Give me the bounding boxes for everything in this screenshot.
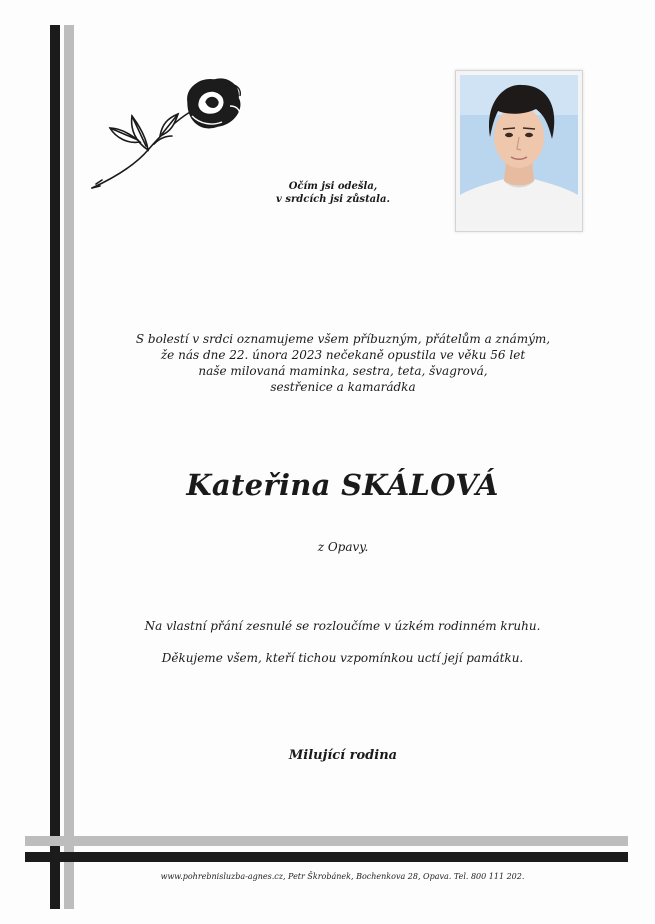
memorial-quote: [258, 180, 408, 206]
family-signature: Milující rodina: [288, 748, 398, 763]
funeral-service-footer: www.pohrebnisluzba-agnes.cz, Petr Škrobánek, Bochenkova 28, Opava. Tel. 800 111 202.: [160, 872, 525, 881]
rose-icon: [88, 72, 248, 194]
farewell-text: Na vlastní přání zesnulé se rozloučíme v úzkém rodinném kruhu.: [144, 619, 541, 633]
frame-horizontal-black-bar: [25, 852, 628, 862]
frame-horizontal-grey-bar: [25, 836, 628, 846]
announcement-line-3: naše milovaná maminka, sestra, teta, švagrová,: [198, 364, 488, 378]
deceased-origin: z Opavy.: [317, 540, 369, 554]
announcement-line-2: že nás dne 22. února 2023 nečekaně opustila ve věku 56 let: [160, 348, 526, 362]
announcement-line-4: sestřenice a kamarádka: [270, 380, 416, 394]
portrait-image: [460, 75, 578, 227]
portrait-photo: [455, 70, 583, 232]
frame-vertical-grey-bar: [64, 25, 74, 909]
quote-line-2: v srdcích jsi zůstala.: [276, 194, 390, 205]
death-announcement-text: [95, 331, 591, 395]
quote-line-1: Očím jsi odešla,: [288, 181, 378, 192]
announcement-line-1: S bolestí v srdci oznamujeme všem příbuzným, přátelům a známým,: [135, 332, 551, 346]
thanks-text: Děkujeme všem, kteří tichou vzpomínkou uctí její památku.: [161, 651, 524, 665]
deceased-name: Kateřina SKÁLOVÁ: [186, 468, 499, 502]
frame-vertical-black-bar: [50, 25, 60, 909]
